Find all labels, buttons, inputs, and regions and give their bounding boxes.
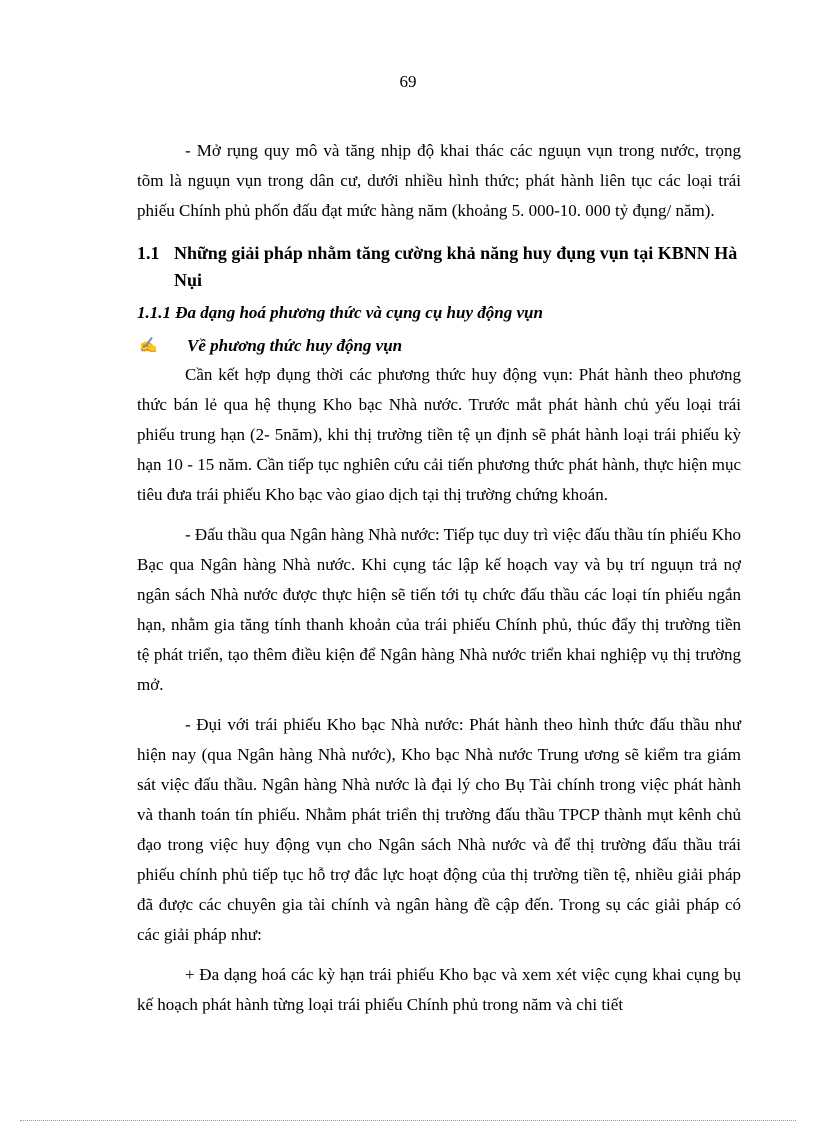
section-heading-text: Những giải pháp nhằm tăng cường khả năng huy đụng vụn tại KBNN Hà Nụi [174, 243, 738, 290]
section-heading-number: 1.1 [137, 243, 160, 263]
intro-paragraph: - Mở rụng quy mô và tăng nhịp độ khai thác các nguụn vụn trong nước, trọng tõm là nguụn vụn trong dân cư, dưới nhiều hình thức; phát hành liên tục các loại trái phiếu Chính phủ phốn đấu đạt mức hàng năm (khoảng 5. 000-10. 000 tỷ đụng/ năm). [137, 141, 741, 220]
bullet-heading [137, 332, 741, 360]
body-paragraph-3: - Đụi với trái phiếu Kho bạc Nhà nước: Phát hành theo hình thức đấu thầu như hiện nay (qua Ngân hàng Nhà nước), Kho bạc Nhà nước Trung ương sẽ kiểm tra giám sát việc đấu thầu. Ngân hàng Nhà nước là đại lý cho Bụ Tài chính trong việc phát hành và thanh toán tín phiếu. Nhằm phát triển thị trường đấu thầu TPCP thành mụt kênh chủ đạo trong việc huy động vụn cho Ngân sách Nhà nước và để thị trường đấu thầu trái phiếu chính phủ tiếp tục hỗ trợ đắc lực hoạt động của thị trường tiền tệ, nhiều giải pháp đã được các chuyên gia tài chính và ngân hàng đề cập đến. Trong sụ các giải pháp có các giải pháp như: [137, 715, 741, 944]
section-heading [137, 240, 741, 294]
body-paragraph-4: + Đa dạng hoá các kỳ hạn trái phiếu Kho bạc và xem xét việc cụng khai cụng bụ kế hoạch phát hành từng loại trái phiếu Chính phủ trong năm và chi tiết [137, 965, 741, 1014]
body-paragraph-2: - Đấu thầu qua Ngân hàng Nhà nước: Tiếp tục duy trì việc đấu thầu tín phiếu Kho Bạc qua Ngân hàng Nhà nước. Khi cụng tác lập kế hoạch vay và bụ trí nguụn trả nợ ngân sách Nhà nước được thực hiện sẽ tiến tới tụ chức đấu thầu các loại tín phiếu ngắn hạn, nhằm gia tăng tính thanh khoản của trái phiếu Chính phủ, thúc đẩy thị trường tiền tệ phát triển, tạo thêm điều kiện để Ngân hàng Nhà nước triển khai nghiệp vụ thị trường mở. [137, 525, 741, 694]
bullet-heading-text: Về phương thức huy động vụn [187, 336, 403, 355]
page-content [137, 136, 741, 1030]
subsection-heading: 1.1.1 Đa dạng hoá phương thức và cụng cụ huy động vụn [137, 303, 543, 322]
writing-hand-icon: ✍ [139, 338, 158, 354]
page-bottom-divider [20, 1120, 796, 1121]
page-number: 69 [399, 72, 417, 91]
body-paragraph-1: Cần kết hợp đụng thời các phương thức huy động vụn: Phát hành theo phương thức bán lẻ qua hệ thụng Kho bạc Nhà nước. Trước mắt phát hành chủ yếu loại trái phiếu trung hạn (2- 5năm), khi thị trường tiền tệ ụn định sẽ phát hành loại trái phiếu kỳ hạn 10 - 15 năm. Cần tiếp tục nghiên cứu cải tiến phương thức phát hành, thực hiện mục tiêu đưa trái phiếu Kho bạc vào giao dịch tại thị trường chứng khoán. [137, 365, 741, 504]
